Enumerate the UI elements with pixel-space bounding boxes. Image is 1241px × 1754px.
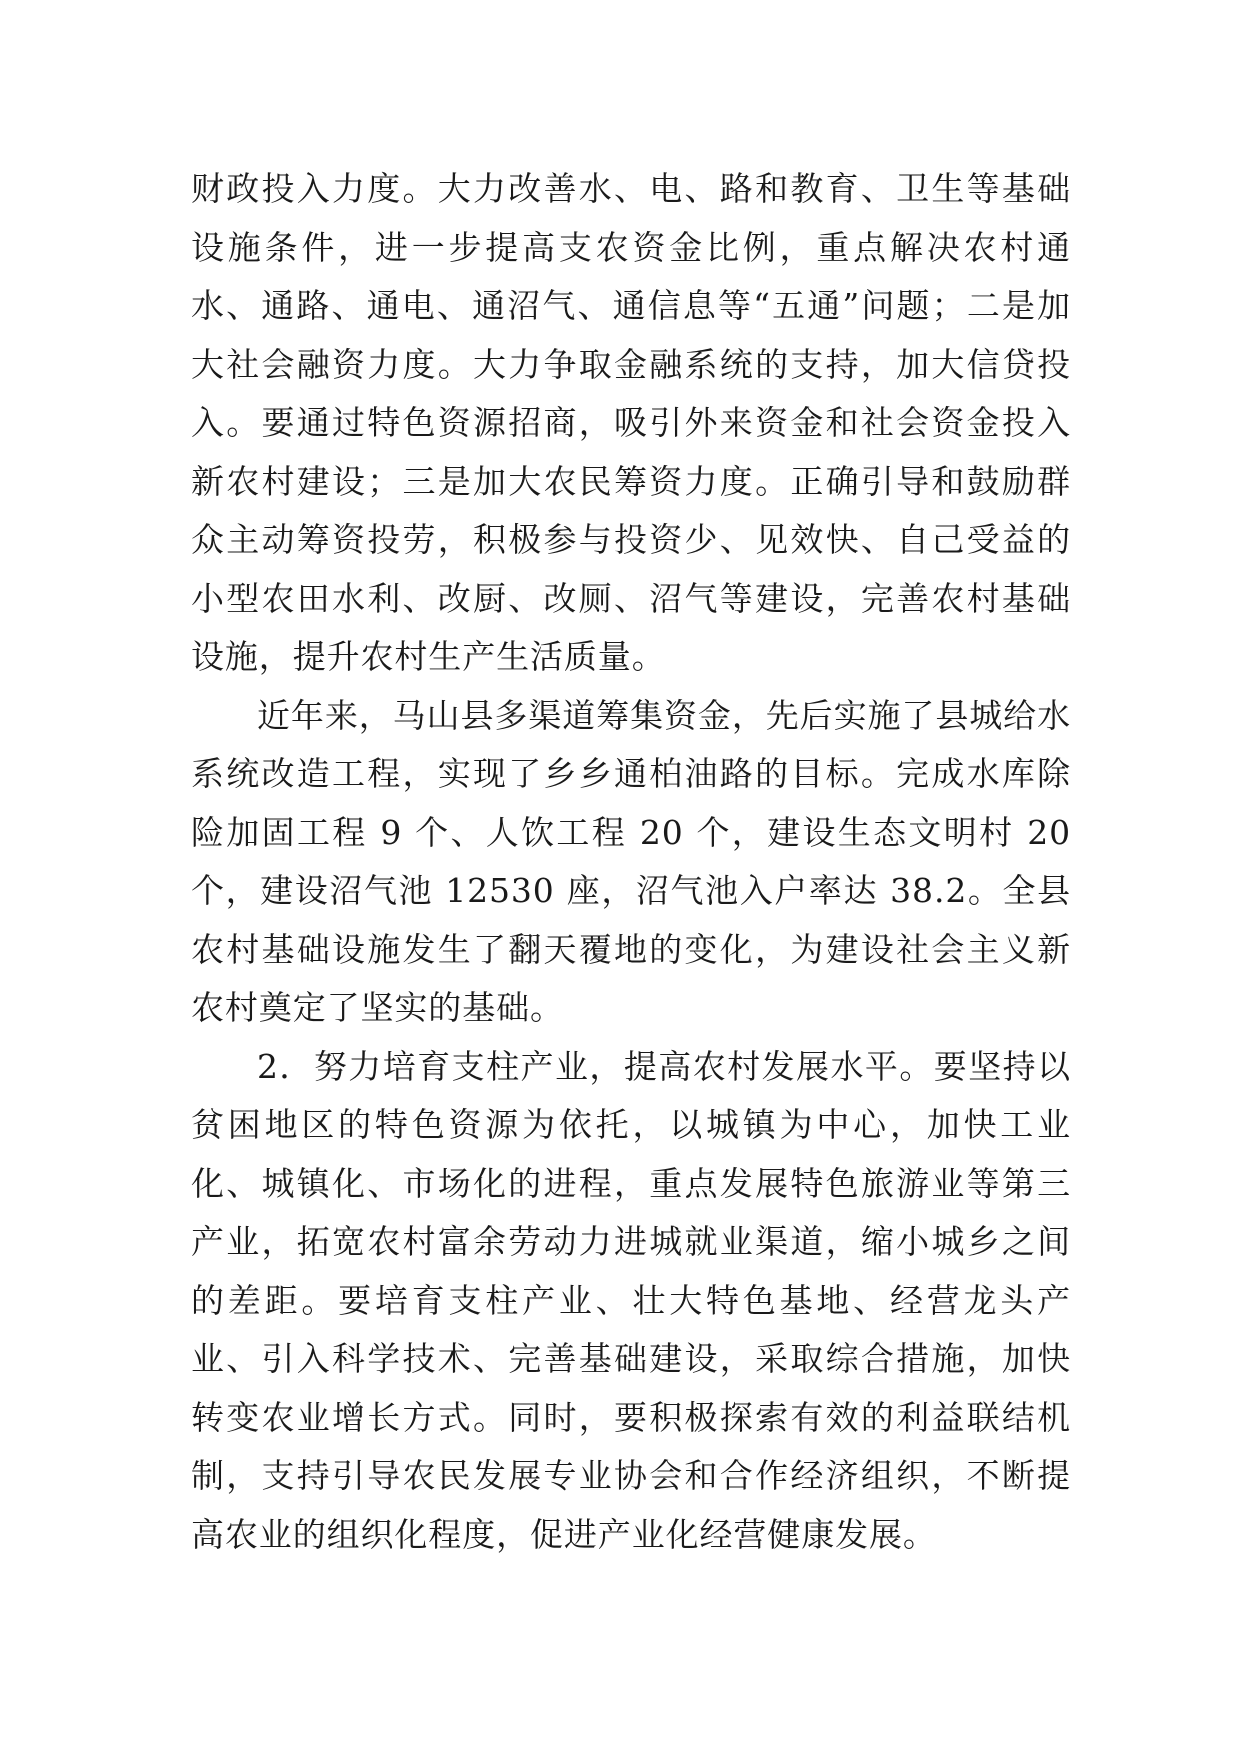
paragraph-fiscal-investment: 财政投入力度。大力改善水、电、路和教育、卫生等基础设施条件，进一步提高支农资金比例，重点解决农村通水、通路、通电、通沼气、通信息等“五通”问题；二是加大社会融资力度。大力争取金融系统的支持，加大信贷投入。要通过特色资源招商，吸引外来资金和社会资金投入新农村建设；三是加大农民筹资力度。正确引导和鼓励群众主动筹资投劳，积极参与投资少、见效快、自己受益的小型农田水利、改厨、改厕、沼气等建设，完善农村基础设施，提升农村生产生活质量。 [191,169,1071,676]
paragraph-mashan-county: 近年来，马山县多渠道筹集资金，先后实施了县城给水系统改造工程，实现了乡乡通柏油路的目标。完成水库除险加固工程 9 个、人饮工程 20 个，建设生态文明村 20 个，建设沼气池 12530 座，沼气池入户率达 38.2。全县农村基础设施发生了翻天覆地的变化，为建设社会主义新农村奠定了坚实的基础。 [191,695,1071,1027]
document-body [191,160,1071,1564]
paragraph-pillar-industries: 2．努力培育支柱产业，提高农村发展水平。要坚持以贫困地区的特色资源为依托，以城镇为中心，加快工业化、城镇化、市场化的进程，重点发展特色旅游业等第三产业，拓宽农村富余劳动力进城就业渠道，缩小城乡之间的差距。要培育支柱产业、壮大特色基地、经营龙头产业、引入科学技术、完善基础建设，采取综合措施，加快转变农业增长方式。同时，要积极探索有效的利益联结机制，支持引导农民发展专业协会和合作经济组织，不断提高农业的组织化程度，促进产业化经营健康发展。 [191,1046,1071,1554]
